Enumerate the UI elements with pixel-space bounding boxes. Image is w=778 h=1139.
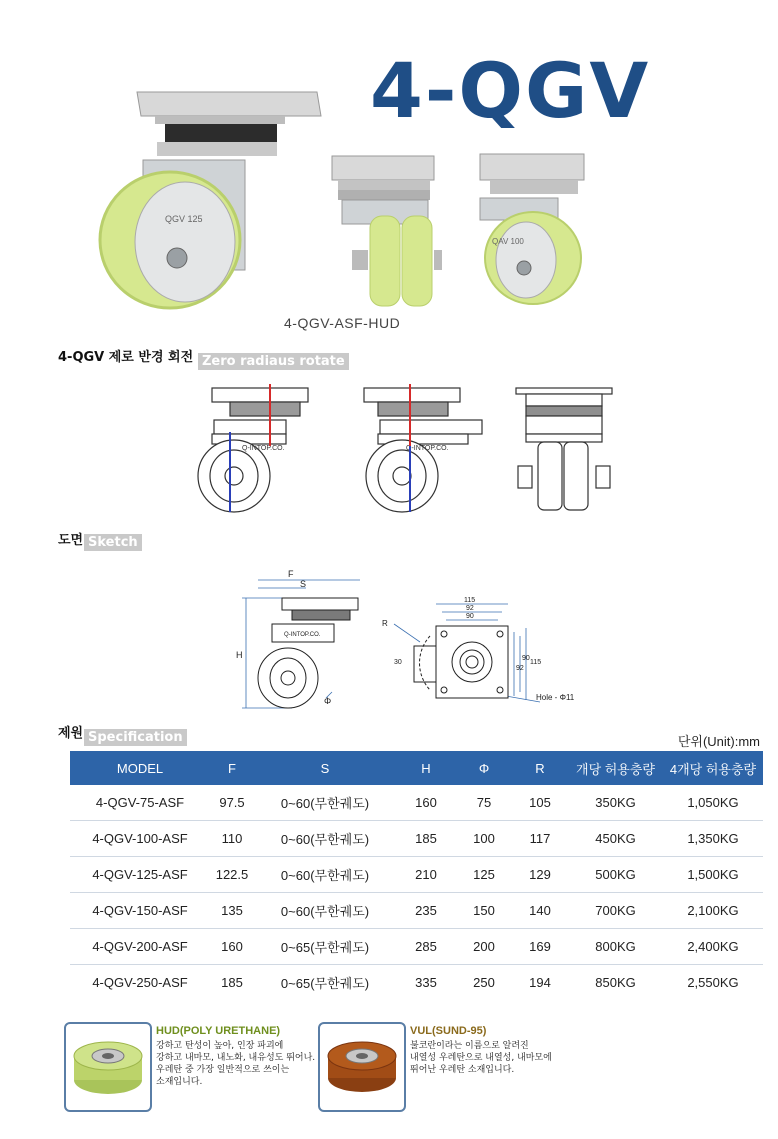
sketch-label-hole: Hole - Φ11 <box>536 693 575 702</box>
cell-h: 335 <box>415 975 437 990</box>
sketch-top-view <box>380 592 600 708</box>
section-header-spec <box>58 722 83 742</box>
cell-phi: 200 <box>456 929 512 965</box>
col-header-phi: Φ <box>456 751 512 785</box>
col-header-load-each: 개당 허용충량 <box>568 751 663 785</box>
cell-r: 194 <box>529 975 551 990</box>
cell-load-each: 850KG <box>595 975 636 990</box>
cell-s: 0~60(무한궤도) <box>254 893 396 929</box>
material-title-vul: VUL(SUND-95) <box>410 1025 487 1037</box>
sketch-label-v90: 90 <box>522 655 530 662</box>
brand-stamp: Q-INTOP.CO. <box>242 445 285 452</box>
cell-h: 185 <box>396 821 456 857</box>
cell-model: 4-QGV-200-ASF <box>70 929 210 965</box>
sketch-label-h: H <box>236 650 243 660</box>
cell-load-each: 800KG <box>568 929 663 965</box>
rotate-diagram-3 <box>512 380 616 515</box>
desc-line: 소재입니다. <box>156 1077 203 1087</box>
col-header-s: S <box>254 751 396 785</box>
material-image-hud <box>64 1022 152 1112</box>
cell-load-four: 1,500KG <box>663 857 763 893</box>
sketch-label-s: S <box>300 579 307 589</box>
brand-stamp: Q-INTOP.CO. <box>406 445 449 452</box>
rotate-diagram-1 <box>192 380 312 515</box>
cell-load-each: 500KG <box>568 857 663 893</box>
cell-s: 0~60(무한궤도) <box>254 857 396 893</box>
section-title-en: Specification <box>84 729 187 746</box>
brand-stamp: Q-INTOP.CO. <box>284 632 321 638</box>
cell-f: 135 <box>210 893 254 929</box>
desc-line: 우레탄 중 가장 일반적으로 쓰이는 <box>156 1065 290 1075</box>
desc-line: 뛰어난 우레탄 소재입니다. <box>410 1065 515 1075</box>
product-photo-front <box>330 150 442 310</box>
sketch-label-r: R <box>382 619 388 628</box>
section-header-spec-en <box>84 728 187 746</box>
cell-load-each: 700KG <box>568 893 663 929</box>
sketch-label-90: 90 <box>466 613 474 620</box>
product-photo-large <box>95 80 335 310</box>
material-desc-vul <box>410 1040 552 1076</box>
cell-phi: 125 <box>456 857 512 893</box>
cell-f: 185 <box>221 975 243 990</box>
sketch-label-f: F <box>288 569 294 579</box>
cell-h: 210 <box>396 857 456 893</box>
table-row <box>70 965 763 1001</box>
table-row <box>70 893 763 929</box>
cell-r: 169 <box>512 929 568 965</box>
table-row <box>70 929 763 965</box>
section-header-rotate <box>58 346 193 366</box>
cell-phi: 150 <box>456 893 512 929</box>
model-caption: 4-QGV-ASF-HUD <box>284 315 401 331</box>
col-header-model: MODEL <box>70 751 210 785</box>
cell-f: 110 <box>210 821 254 857</box>
section-header-sketch-en <box>84 533 142 551</box>
cell-h: 235 <box>396 893 456 929</box>
cell-model: 4-QGV-100-ASF <box>70 821 210 857</box>
sketch-label-v115: 115 <box>530 659 542 666</box>
col-header-h: H <box>396 751 456 785</box>
cell-load-each: 350KG <box>568 785 663 821</box>
cell-f: 160 <box>210 929 254 965</box>
unit-label: 단위(Unit):mm <box>677 734 760 749</box>
photo-label-large: QGV 125 <box>165 214 203 224</box>
sketch-label-30: 30 <box>394 659 402 666</box>
table-row <box>70 857 763 893</box>
sketch-label-115: 115 <box>464 597 476 604</box>
cell-load-four: 2,400KG <box>663 929 763 965</box>
cell-s: 0~65(무한궤도) <box>280 976 370 991</box>
section-title-ko: 제원 <box>58 726 84 741</box>
table-row <box>70 785 763 821</box>
section-title-en: Sketch <box>84 534 142 551</box>
col-header-load-four: 4개당 허용충량 <box>663 751 763 785</box>
cell-phi: 100 <box>456 821 512 857</box>
material-desc-hud <box>156 1040 315 1088</box>
cell-model: 4-QGV-75-ASF <box>70 785 210 821</box>
cell-phi: 75 <box>456 785 512 821</box>
desc-line: 불코란이라는 이름으로 알려진 <box>410 1041 529 1051</box>
cell-s: 0~60(무한궤도) <box>254 785 396 821</box>
desc-line: 강하고 내마모, 내노화, 내유성도 뛰어나. <box>156 1053 316 1063</box>
cell-load-four: 2,550KG <box>687 975 739 990</box>
page-title: 4-QGV <box>370 46 651 135</box>
cell-load-four: 1,350KG <box>663 821 763 857</box>
cell-h: 160 <box>396 785 456 821</box>
cell-load-four: 1,050KG <box>663 785 763 821</box>
material-title-hud: HUD(POLY URETHANE) <box>156 1025 281 1037</box>
product-photo-side <box>478 150 598 310</box>
photo-label-small: QAV 100 <box>492 237 524 246</box>
col-header-r: R <box>512 751 568 785</box>
cell-load-each: 450KG <box>568 821 663 857</box>
table-header-row <box>70 751 763 785</box>
sketch-label-v92: 92 <box>516 665 524 672</box>
cell-r: 117 <box>512 821 568 857</box>
cell-s: 0~65(무한궤도) <box>254 929 396 965</box>
cell-phi: 250 <box>473 975 495 990</box>
cell-h: 285 <box>396 929 456 965</box>
section-header-sketch <box>58 529 83 549</box>
spec-table <box>70 751 763 1000</box>
material-image-vul <box>318 1022 406 1112</box>
cell-s: 0~60(무한궤도) <box>254 821 396 857</box>
cell-model: 4-QGV-150-ASF <box>70 893 210 929</box>
table-row <box>70 821 763 857</box>
cell-r: 129 <box>512 857 568 893</box>
col-header-f: F <box>210 751 254 785</box>
sketch-label-phi: Φ <box>324 696 332 706</box>
section-title-ko: 도면 <box>58 533 84 548</box>
desc-line: 강하고 탄성이 높아, 인장 파괴에 <box>156 1041 284 1051</box>
cell-load-four: 2,100KG <box>663 893 763 929</box>
desc-line: 내열성 우레탄으로 내열성, 내마모에 <box>410 1053 552 1063</box>
sketch-label-92: 92 <box>466 605 474 612</box>
cell-f: 97.5 <box>210 785 254 821</box>
cell-f: 122.5 <box>210 857 254 893</box>
section-title-en: Zero radiaus rotate <box>198 353 349 370</box>
sketch-side-view <box>232 568 372 713</box>
cell-r: 105 <box>512 785 568 821</box>
section-header-rotate-en <box>198 352 349 370</box>
rotate-diagram-2 <box>360 380 490 515</box>
cell-model: 4-QGV-125-ASF <box>70 857 210 893</box>
section-title-ko: 4-QGV 제로 반경 회전 <box>58 350 194 365</box>
cell-model: 4-QGV-250-ASF <box>92 975 188 990</box>
cell-r: 140 <box>512 893 568 929</box>
